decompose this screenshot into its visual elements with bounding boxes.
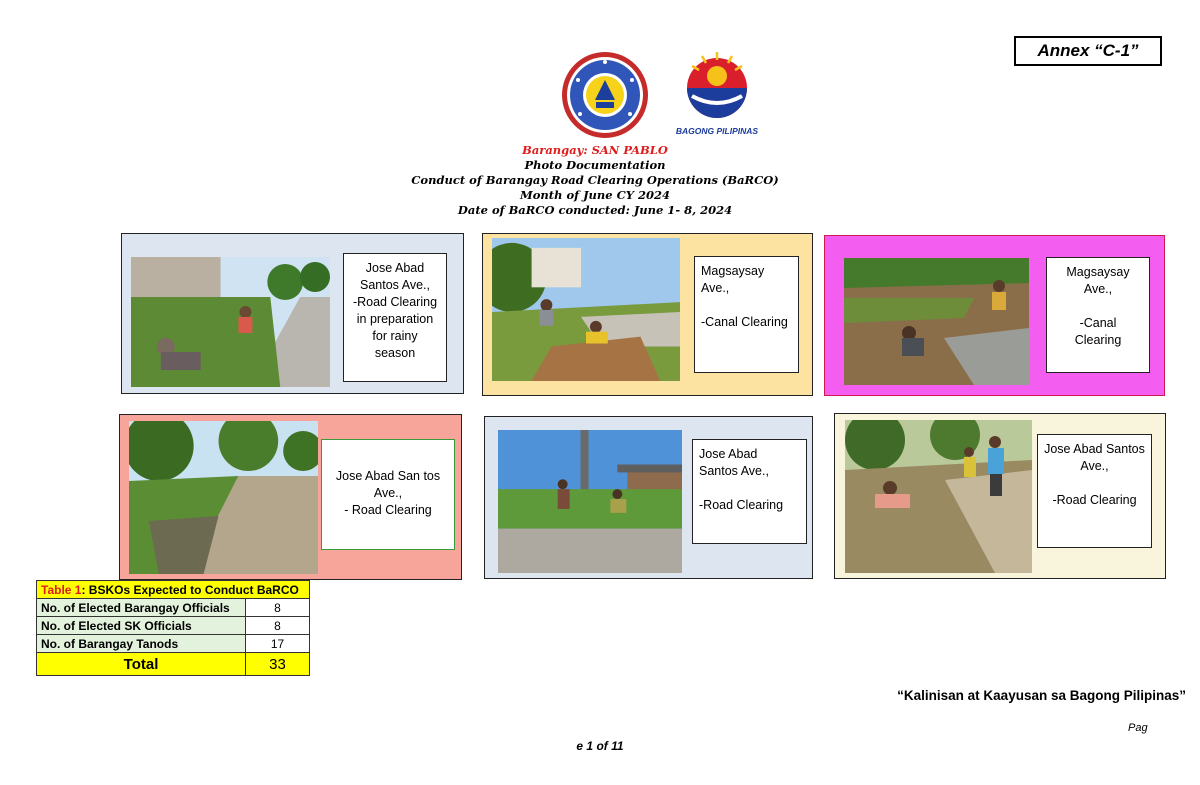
photo-panel-4 [119,414,462,580]
header-line-1: Photo Documentation [524,158,666,172]
table-title [37,581,310,599]
table-title-prefix: Table 1 [41,582,82,597]
header-line-2: Conduct of Barangay Road Clearing Operations (BaRCO) [411,173,779,187]
table-row-value: 8 [246,599,310,617]
photo-caption-6: Jose Abad Santos Ave., -Road Clearing [1037,434,1152,548]
header-line-3: Month of June CY 2024 [520,188,670,202]
bagong-pilipinas-logo [672,46,762,138]
barangay-name: Barangay: SAN PABLO [522,143,668,157]
canal-clearing-photo-2 [844,258,1029,385]
page-number: e 1 of 11 [576,739,624,753]
photo-caption-4: Jose Abad San tos Ave., - Road Clearing [321,439,455,550]
road-clearing-photo-5 [845,420,1032,573]
road-clearing-photo-4 [498,430,682,573]
road-clearing-photo [131,257,330,387]
table-row-label: No. of Elected Barangay Officials [37,599,246,617]
bagong-pilipinas-text: BAGONG PILIPINAS [675,126,759,136]
barangay-seal-logo [560,50,650,140]
road-clearing-photo-3 [129,421,318,574]
table-row [37,617,310,635]
photo-caption-1: Jose Abad Santos Ave., -Road Clearing in preparation for rainy season [343,253,447,382]
photo-panel-3 [824,235,1165,396]
photo-panel-6 [834,413,1166,579]
table-row [37,599,310,617]
photo-caption-5: Jose Abad Santos Ave., -Road Clearing [692,439,807,544]
photo-caption-2: Magsaysay Ave., -Canal Clearing [694,256,799,373]
header-line-4: Date of BaRCO conducted: June 1- 8, 2024 [457,203,733,217]
motto: “Kalinisan at Kaayusan sa Bagong Pilipinas” [897,688,1186,703]
table-row-value: 17 [246,635,310,653]
total-value: 33 [246,653,310,676]
page-label-fragment: Pag [1128,722,1148,734]
total-label: Total [37,653,246,676]
annex-label: Annex “C-1” [1014,36,1162,66]
photo-panel-5 [484,416,813,579]
table-row-label: No. of Barangay Tanods [37,635,246,653]
canal-clearing-photo [492,238,680,381]
table-title-rest: : BSKOs Expected to Conduct BaRCO [81,582,299,597]
photo-panel-2 [482,233,813,396]
table-total-row [37,653,310,676]
document-header [300,143,890,218]
table-row-value: 8 [246,617,310,635]
table-row-label: No. of Elected SK Officials [37,617,246,635]
bsko-table [36,580,310,676]
photo-panel-1 [121,233,464,394]
photo-caption-3: Magsaysay Ave., -Canal Clearing [1046,257,1150,373]
table-row [37,635,310,653]
